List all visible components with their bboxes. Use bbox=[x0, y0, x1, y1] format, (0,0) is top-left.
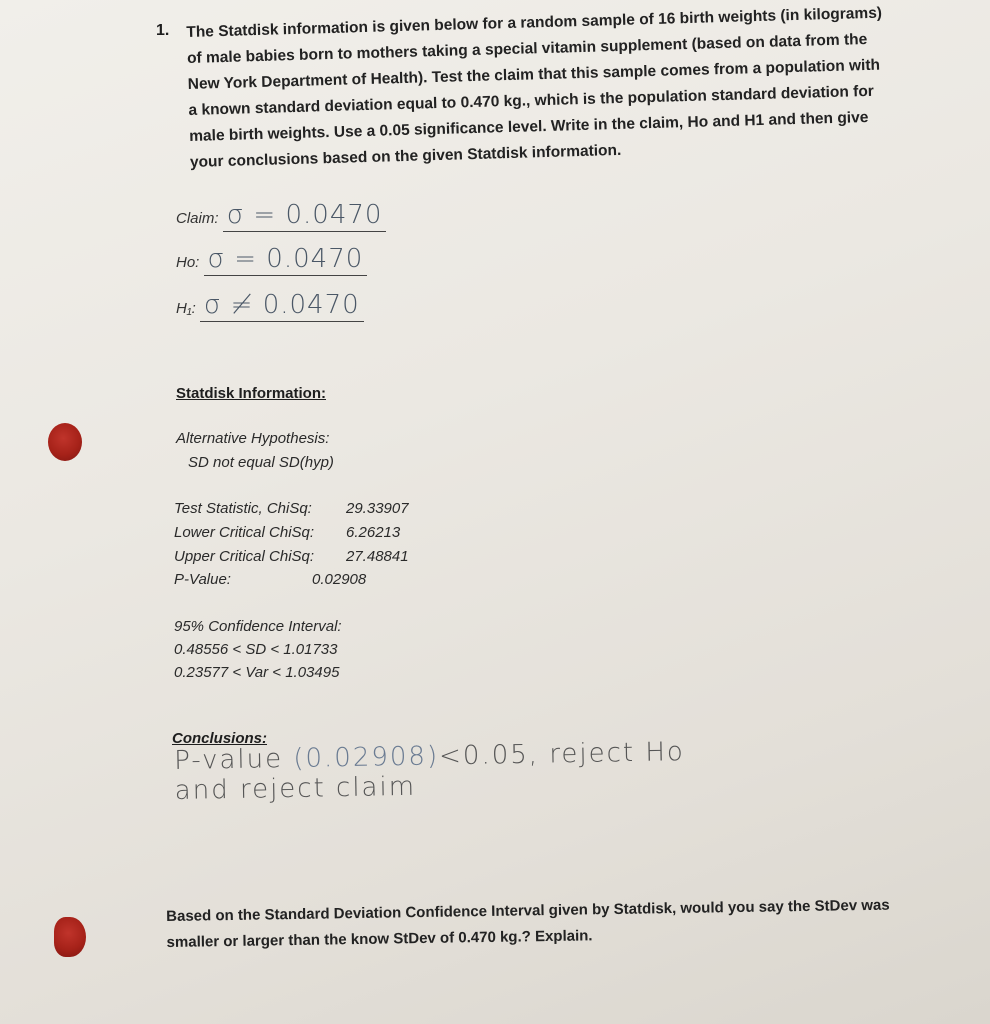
stat-value: 27.48841 bbox=[346, 548, 409, 565]
followup-line: smaller or larger than the know StDev of 0.470 kg.? Explain. bbox=[166, 927, 593, 951]
question-number: 1. bbox=[156, 22, 170, 39]
h0-handwritten-answer: σ = 0.0470 bbox=[204, 244, 368, 276]
h1-row bbox=[176, 290, 364, 322]
statdisk-title: Statdisk Information: bbox=[176, 385, 327, 402]
stat-row-p-value bbox=[174, 571, 366, 588]
question-line: The Statdisk information is given below for a random sample of 16 birth weights (in kilograms) bbox=[186, 4, 883, 41]
stat-label: P-Value: bbox=[174, 571, 231, 588]
conclusion-part: (0.02908) bbox=[293, 741, 440, 774]
stat-label: Lower Critical ChiSq: bbox=[174, 524, 315, 541]
followup-question bbox=[166, 892, 927, 956]
h1-handwritten-answer: σ ≠ 0.0470 bbox=[200, 290, 364, 322]
conclusion-part: <0.05, reject Ho bbox=[438, 737, 686, 772]
followup-line: Based on the Standard Deviation Confidence Interval given by Statdisk, would you say the StDev was bbox=[166, 896, 890, 925]
ci-var: 0.23577 < Var < 1.03495 bbox=[174, 664, 340, 681]
stat-label: Upper Critical ChiSq: bbox=[174, 548, 315, 565]
question-line: a known standard deviation equal to 0.470 kg., which is the population standard deviation for bbox=[188, 82, 875, 119]
question-line: male birth weights. Use a 0.05 significance level. Write in the claim, Ho and H1 and then give bbox=[189, 108, 869, 145]
h1-label: H₁: bbox=[176, 300, 196, 317]
binder-hole-bottom bbox=[54, 917, 86, 957]
claim-handwritten-answer: σ = 0.0470 bbox=[223, 200, 387, 232]
question-line: of male babies born to mothers taking a special vitamin supplement (based on data from the bbox=[186, 30, 868, 67]
question-line: your conclusions based on the given Statdisk information. bbox=[189, 141, 622, 171]
ci-sd: 0.48556 < SD < 1.01733 bbox=[174, 641, 338, 658]
alt-hypothesis-label: Alternative Hypothesis: bbox=[176, 430, 330, 447]
conclusion-line-2: and reject claim bbox=[174, 771, 417, 806]
h0-label: Ho: bbox=[176, 254, 200, 271]
binder-hole-top bbox=[48, 423, 82, 461]
question-line: New York Department of Health). Test the claim that this sample comes from a population with bbox=[187, 56, 881, 93]
claim-label: Claim: bbox=[176, 210, 219, 227]
ci-title: 95% Confidence Interval: bbox=[174, 618, 342, 635]
stat-value: 0.02908 bbox=[312, 571, 367, 588]
h0-row bbox=[176, 244, 367, 276]
question-text bbox=[186, 0, 900, 176]
stat-label: Test Statistic, ChiSq: bbox=[174, 500, 312, 517]
stat-row-lower-critical bbox=[174, 524, 400, 541]
conclusion-part: P-value bbox=[174, 743, 294, 776]
conclusions-handwritten-answer bbox=[174, 737, 686, 806]
alt-hypothesis-value: SD not equal SD(hyp) bbox=[188, 454, 334, 471]
stat-row-test-statistic bbox=[174, 500, 409, 517]
claim-row bbox=[176, 200, 386, 232]
stat-value: 29.33907 bbox=[346, 500, 409, 517]
stat-value: 6.26213 bbox=[346, 524, 401, 541]
stat-row-upper-critical bbox=[174, 548, 409, 565]
conclusions-title: Conclusions: bbox=[172, 730, 268, 747]
